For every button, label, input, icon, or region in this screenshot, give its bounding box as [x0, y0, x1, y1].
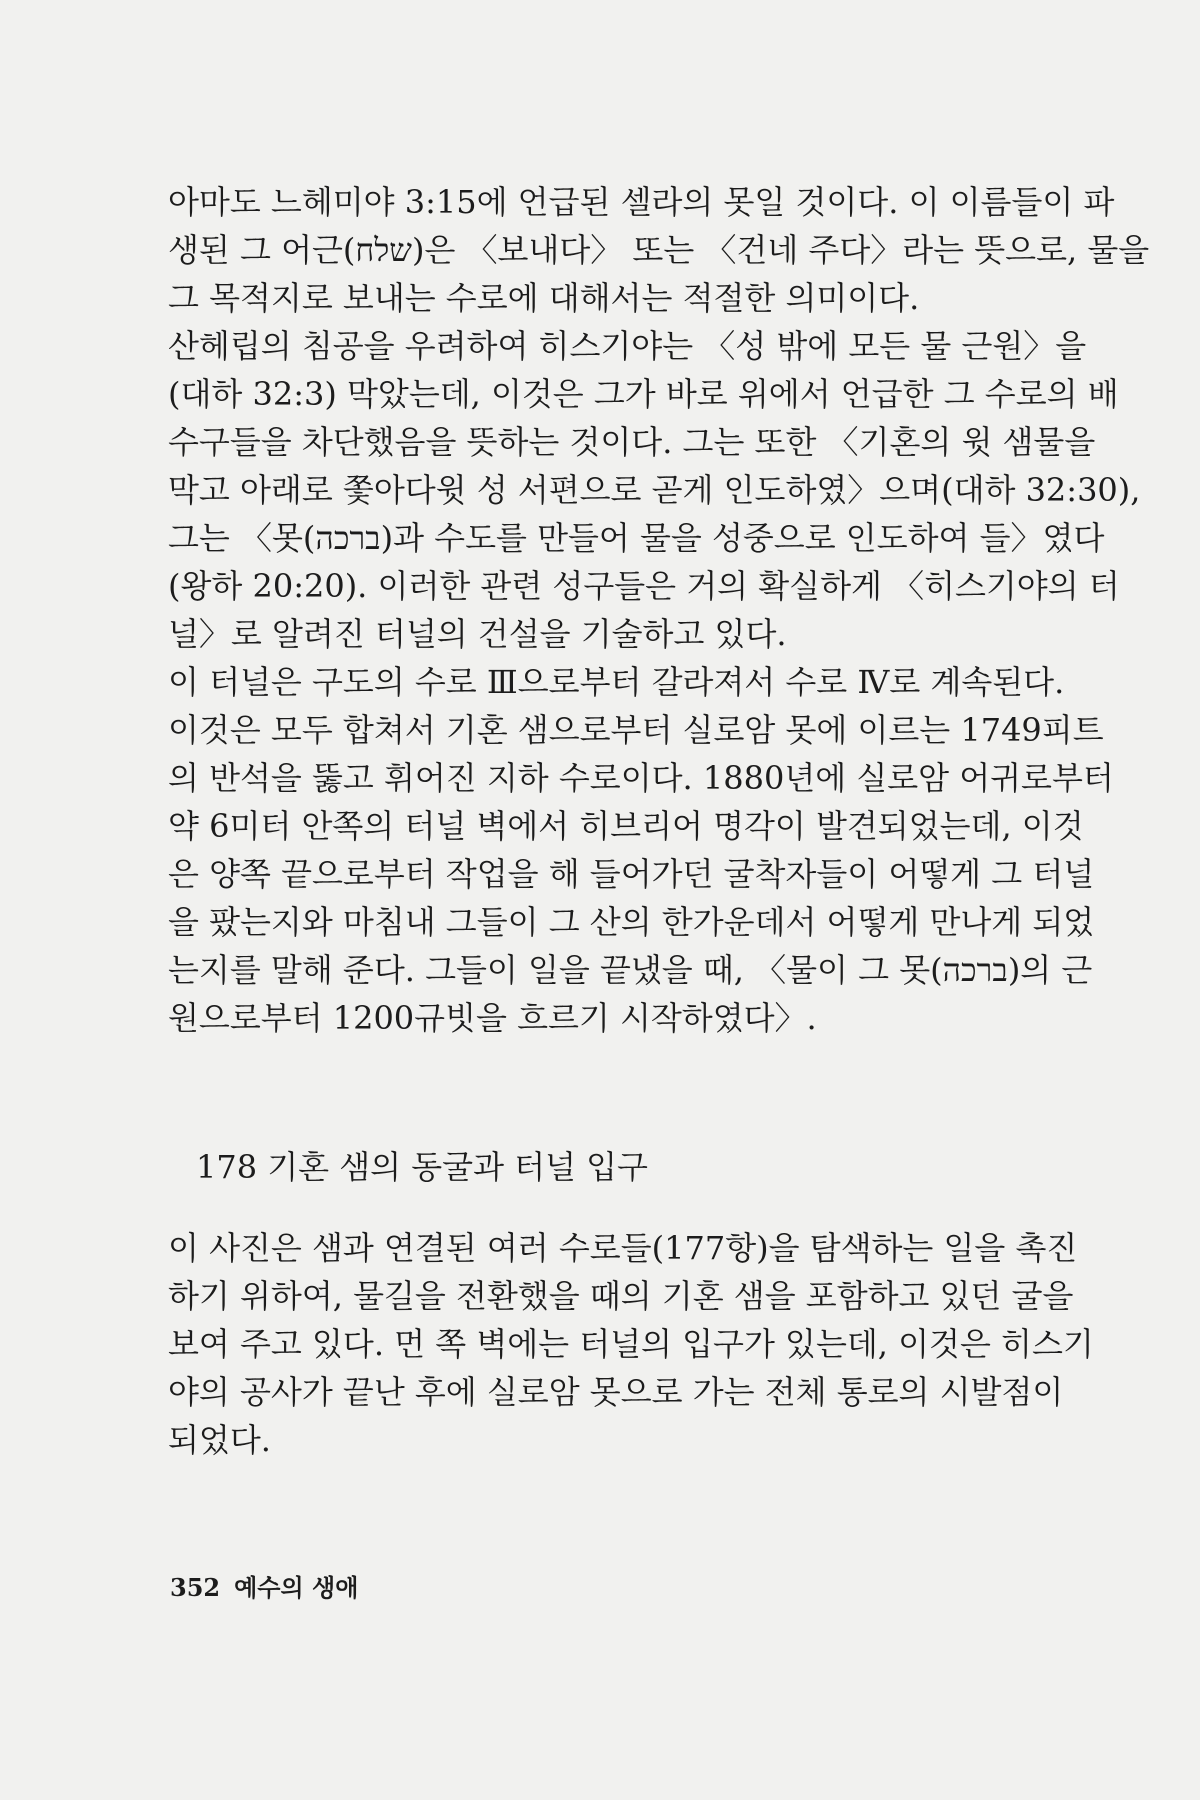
text-line: 약 6미터 안쪽의 터널 벽에서 히브리어 명각이 발견되었는데, 이것: [168, 807, 1084, 845]
text-line: 그 목적지로 보내는 수로에 대해서는 적절한 의미이다.: [168, 279, 920, 317]
text-line: 아마도 느헤미야 3:15에 언급된 셀라의 못일 것이다. 이 이름들이 파: [168, 183, 1115, 221]
text-line: 이 터널은 구도의 수로 Ⅲ으로부터 갈라져서 수로 Ⅳ로 계속된다.: [168, 663, 1065, 701]
text-line: 이 사진은 샘과 연결된 여러 수로들(177항)을 탐색하는 일을 촉진: [168, 1229, 1078, 1267]
page-footer: [170, 1572, 358, 1604]
text-line: 은 양쪽 끝으로부터 작업을 해 들어가던 굴착자들이 어떻게 그 터널: [168, 855, 1095, 893]
text-line: (대하 32:3) 막았는데, 이것은 그가 바로 위에서 언급한 그 수로의 배: [168, 375, 1119, 413]
page-number: 352: [170, 1573, 221, 1602]
text-line: 그는 〈못(ברכה)과 수도를 만들어 물을 성중으로 인도하여 들〉였다: [168, 519, 1105, 557]
text-line: 산헤립의 침공을 우려하여 히스기야는 〈성 밖에 모든 물 근원〉을: [168, 327, 1087, 365]
photo-caption-text: [168, 1224, 1094, 1464]
text-line: 원으로부터 1200규빗을 흐르기 시작하였다〉.: [168, 999, 817, 1037]
text-line: 을 팠는지와 마침내 그들이 그 산의 한가운데서 어떻게 만나게 되었: [168, 903, 1095, 941]
text-line: 생된 그 어근(שלח)은 〈보내다〉 또는 〈건네 주다〉라는 뜻으로, 물을: [168, 231, 1150, 269]
text-line: (왕하 20:20). 이러한 관련 성구들은 거의 확실하게 〈히스기야의 터: [168, 567, 1120, 605]
main-body-text: [168, 178, 1150, 1042]
text-line: 하기 위하여, 물길을 전환했을 때의 기혼 샘을 포함하고 있던 굴을: [168, 1277, 1074, 1315]
text-line: 는지를 말해 준다. 그들이 일을 끝냈을 때, 〈물이 그 못(ברכה)의 근: [168, 951, 1093, 989]
text-line: 보여 주고 있다. 먼 쪽 벽에는 터널의 입구가 있는데, 이것은 히스기: [168, 1325, 1094, 1363]
book-title: 예수의 생애: [234, 1574, 359, 1602]
text-line: 의 반석을 뚫고 휘어진 지하 수로이다. 1880년에 실로암 어귀로부터: [168, 759, 1114, 797]
text-line: 되었다.: [168, 1421, 271, 1459]
text-line: 이것은 모두 합쳐서 기혼 샘으로부터 실로암 못에 이르는 1749피트: [168, 711, 1104, 749]
section-heading: 178 기혼 샘의 동굴과 터널 입구: [196, 1148, 648, 1186]
text-line: 막고 아래로 쫓아다윗 성 서편으로 곧게 인도하였〉으며(대하 32:30),: [168, 471, 1141, 509]
text-line: 널〉로 알려진 터널의 건설을 기술하고 있다.: [168, 615, 787, 653]
text-line: 야의 공사가 끝난 후에 실로암 못으로 가는 전체 통로의 시발점이: [168, 1373, 1064, 1411]
text-line: 수구들을 차단했음을 뜻하는 것이다. 그는 또한 〈기혼의 윗 샘물을: [168, 423, 1096, 461]
